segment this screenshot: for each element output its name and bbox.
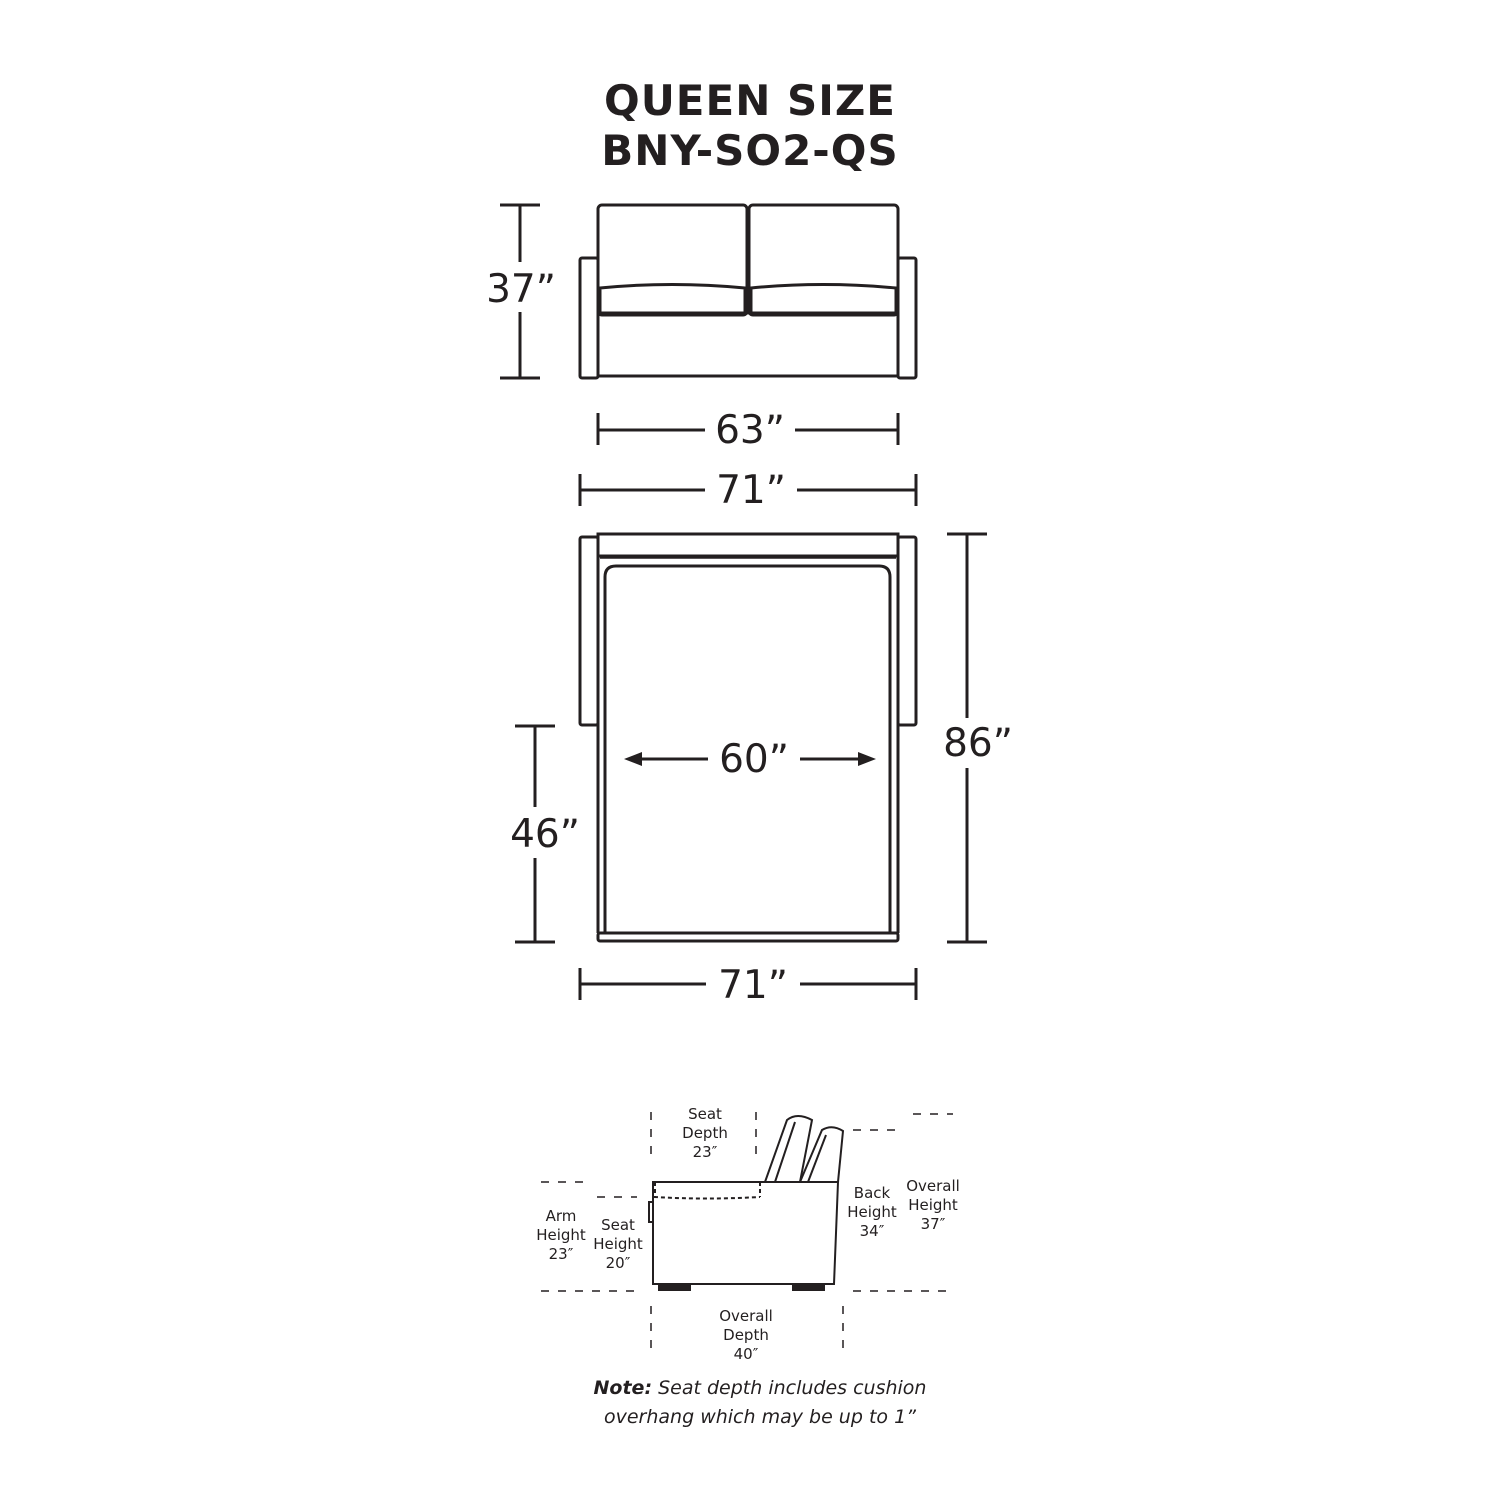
svg-text:Back: Back [853, 1184, 891, 1202]
note-line1: Seat depth includes cushion [658, 1377, 927, 1399]
arm-right [898, 258, 916, 378]
top-back [598, 534, 898, 556]
svg-text:23″: 23″ [692, 1143, 718, 1161]
back-cushion-inner [800, 1127, 843, 1182]
front-height-label: 37” [486, 267, 556, 312]
svg-text:Height: Height [908, 1196, 958, 1214]
svg-text:Overall: Overall [719, 1307, 773, 1325]
front-inner-width-label: 63” [715, 408, 785, 453]
svg-text:Depth: Depth [682, 1124, 728, 1142]
arm-height-label [536, 1207, 586, 1263]
svg-text:Seat: Seat [601, 1216, 635, 1234]
seat-cushion-right [751, 285, 896, 314]
svg-text:34″: 34″ [859, 1222, 885, 1240]
seat-depth-label [682, 1105, 728, 1161]
svg-text:Arm: Arm [545, 1207, 577, 1225]
seat-cushion-left [600, 285, 745, 314]
title-size: QUEEN SIZE [604, 76, 896, 125]
side-leg-front [658, 1284, 691, 1291]
arm-left [580, 258, 598, 378]
top-overall-width-label: 71” [718, 963, 788, 1008]
svg-text:Height: Height [593, 1235, 643, 1253]
svg-text:Height: Height [536, 1226, 586, 1244]
seat-height-label [593, 1216, 643, 1272]
svg-text:20″: 20″ [605, 1254, 631, 1272]
back-height-label [847, 1184, 897, 1240]
note-label: Note: [593, 1377, 653, 1399]
side-leg-back [792, 1284, 825, 1291]
top-arm-left [580, 537, 598, 725]
side-view-sofa [649, 1116, 843, 1291]
footnote [560, 1374, 960, 1432]
overall-height-label [906, 1177, 960, 1233]
svg-text:Seat: Seat [688, 1105, 722, 1123]
front-overall-width-label: 71” [716, 468, 786, 513]
top-arm-right [898, 537, 916, 725]
svg-text:40″: 40″ [733, 1345, 759, 1363]
title-model: BNY-SO2-QS [601, 126, 899, 175]
back-cushion-left [598, 205, 747, 315]
side-arm-front [649, 1202, 653, 1222]
overall-depth-label: 86” [943, 721, 1013, 766]
note-line2: overhang which may be up to 1” [604, 1406, 916, 1428]
svg-text:Depth: Depth [723, 1326, 769, 1344]
svg-text:Height: Height [847, 1203, 897, 1221]
svg-text:Overall: Overall [906, 1177, 960, 1195]
arrow-right-icon [858, 752, 876, 766]
front-view-sofa [580, 205, 916, 378]
overall-depth-side-label [719, 1307, 773, 1363]
sofa-base [598, 313, 898, 376]
seat-cushion-outline [655, 1182, 760, 1199]
svg-text:37″: 37″ [920, 1215, 946, 1233]
back-cushion-right [749, 205, 898, 315]
svg-text:23″: 23″ [548, 1245, 574, 1263]
extension-label: 46” [510, 812, 580, 857]
mattress-width-label: 60” [719, 737, 789, 782]
arrow-left-icon [624, 752, 642, 766]
foot-bar [598, 933, 898, 941]
